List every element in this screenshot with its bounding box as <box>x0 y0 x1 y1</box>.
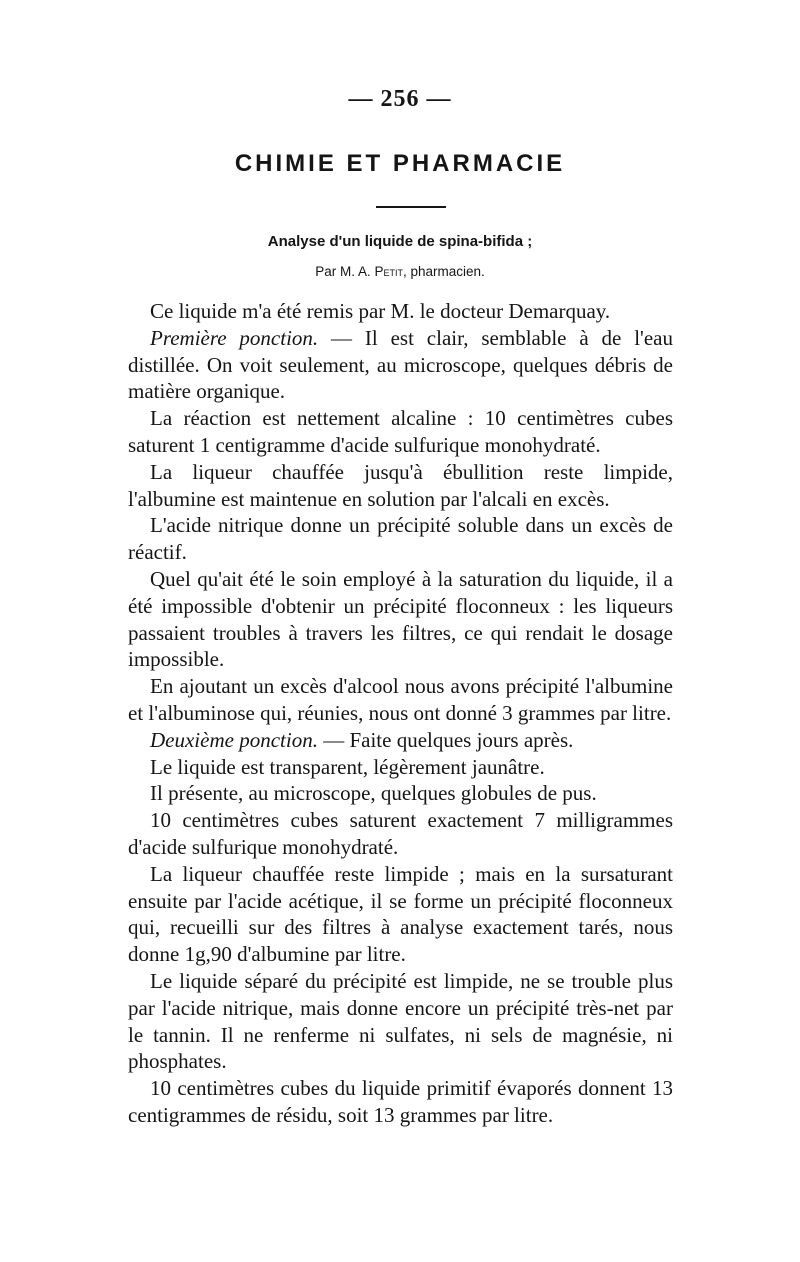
paragraph <box>128 325 673 405</box>
paragraph <box>128 968 673 1075</box>
author-prefix: Par M. A. <box>315 264 371 279</box>
title-divider <box>376 206 446 208</box>
page-number: — 256 — <box>348 86 452 112</box>
paragraph-text: La liqueur chauffée reste limpide ; mais en la sursaturant ensuite par l'acide acétique, il se forme un précipité floconneux qui, recueilli sur des filtres à analyse exactement tarés, nous donne 1g,90 d'albumine par litre. <box>128 861 673 967</box>
article-title: Analyse d'un liquide de spina-bifida ; <box>267 233 533 250</box>
section-lead: Deuxième ponction. <box>150 727 318 752</box>
paragraph <box>128 673 673 727</box>
paragraph <box>128 780 673 807</box>
paragraph <box>128 405 673 459</box>
paragraph <box>128 807 673 861</box>
paragraph <box>128 754 673 781</box>
section-title: CHIMIE ET PHARMACIE <box>234 150 566 177</box>
paragraph-text: La réaction est nettement alcaline : 10 centimètres cubes saturent 1 centigramme d'acide sulfurique monohydraté. <box>128 406 673 457</box>
author-suffix: , pharmacien. <box>403 264 485 279</box>
paragraph <box>128 566 673 673</box>
article-author <box>0 264 800 279</box>
paragraph <box>128 727 673 754</box>
paragraph <box>128 459 673 513</box>
article-body <box>128 298 673 1129</box>
paragraph <box>128 298 673 325</box>
paragraph <box>128 861 673 968</box>
paragraph-text: L'acide nitrique donne un précipité soluble dans un excès de réactif. <box>128 513 673 565</box>
paragraph-text: Le liquide séparé du précipité est limpide, ne se trouble plus par l'acide nitrique, mais donne encore un précipité très-net par le tannin. Il ne renferme ni sulfates, ni sels de magnésie, ni phosphates. <box>128 968 673 1074</box>
paragraph-text: Le liquide est transparent, légèrement jaunâtre. <box>150 754 545 779</box>
paragraph-text: Il présente, au microscope, quelques globules de pus. <box>150 781 597 806</box>
section-lead: Première ponction. <box>150 325 319 350</box>
paragraph-text: Quel qu'ait été le soin employé à la saturation du liquide, il a été impossible d'obtenir un précipité floconneux : les liqueurs passaient troubles à travers les filtres, ce qui rendait le dosage impossible. <box>128 566 673 672</box>
paragraph-text: 10 centimètres cubes du liquide primitif évaporés donnent 13 centigrammes de résidu, soit 13 grammes par litre. <box>128 1076 673 1127</box>
author-name: Petit <box>374 264 403 279</box>
paragraph-text: — Il est clair, semblable à de l'eau distillée. On voit seulement, au microscope, quelques débris de matière organique. <box>128 325 673 404</box>
paragraph-text: Ce liquide m'a été remis par M. le docteur Demarquay. <box>150 299 611 323</box>
paragraph <box>128 1075 673 1129</box>
paragraph-text: — Faite quelques jours après. <box>317 727 574 752</box>
paragraph-text: La liqueur chauffée jusqu'à ébullition reste limpide, l'albumine est maintenue en solution par l'alcali en excès. <box>128 459 673 511</box>
paragraph-text: 10 centimètres cubes saturent exactement 7 milligrammes d'acide sulfurique monohydraté. <box>128 808 673 859</box>
paragraph-text: En ajoutant un excès d'alcool nous avons précipité l'albumine et l'albuminose qui, réunies, nous ont donné 3 grammes par litre. <box>128 674 673 725</box>
paragraph <box>128 512 673 566</box>
